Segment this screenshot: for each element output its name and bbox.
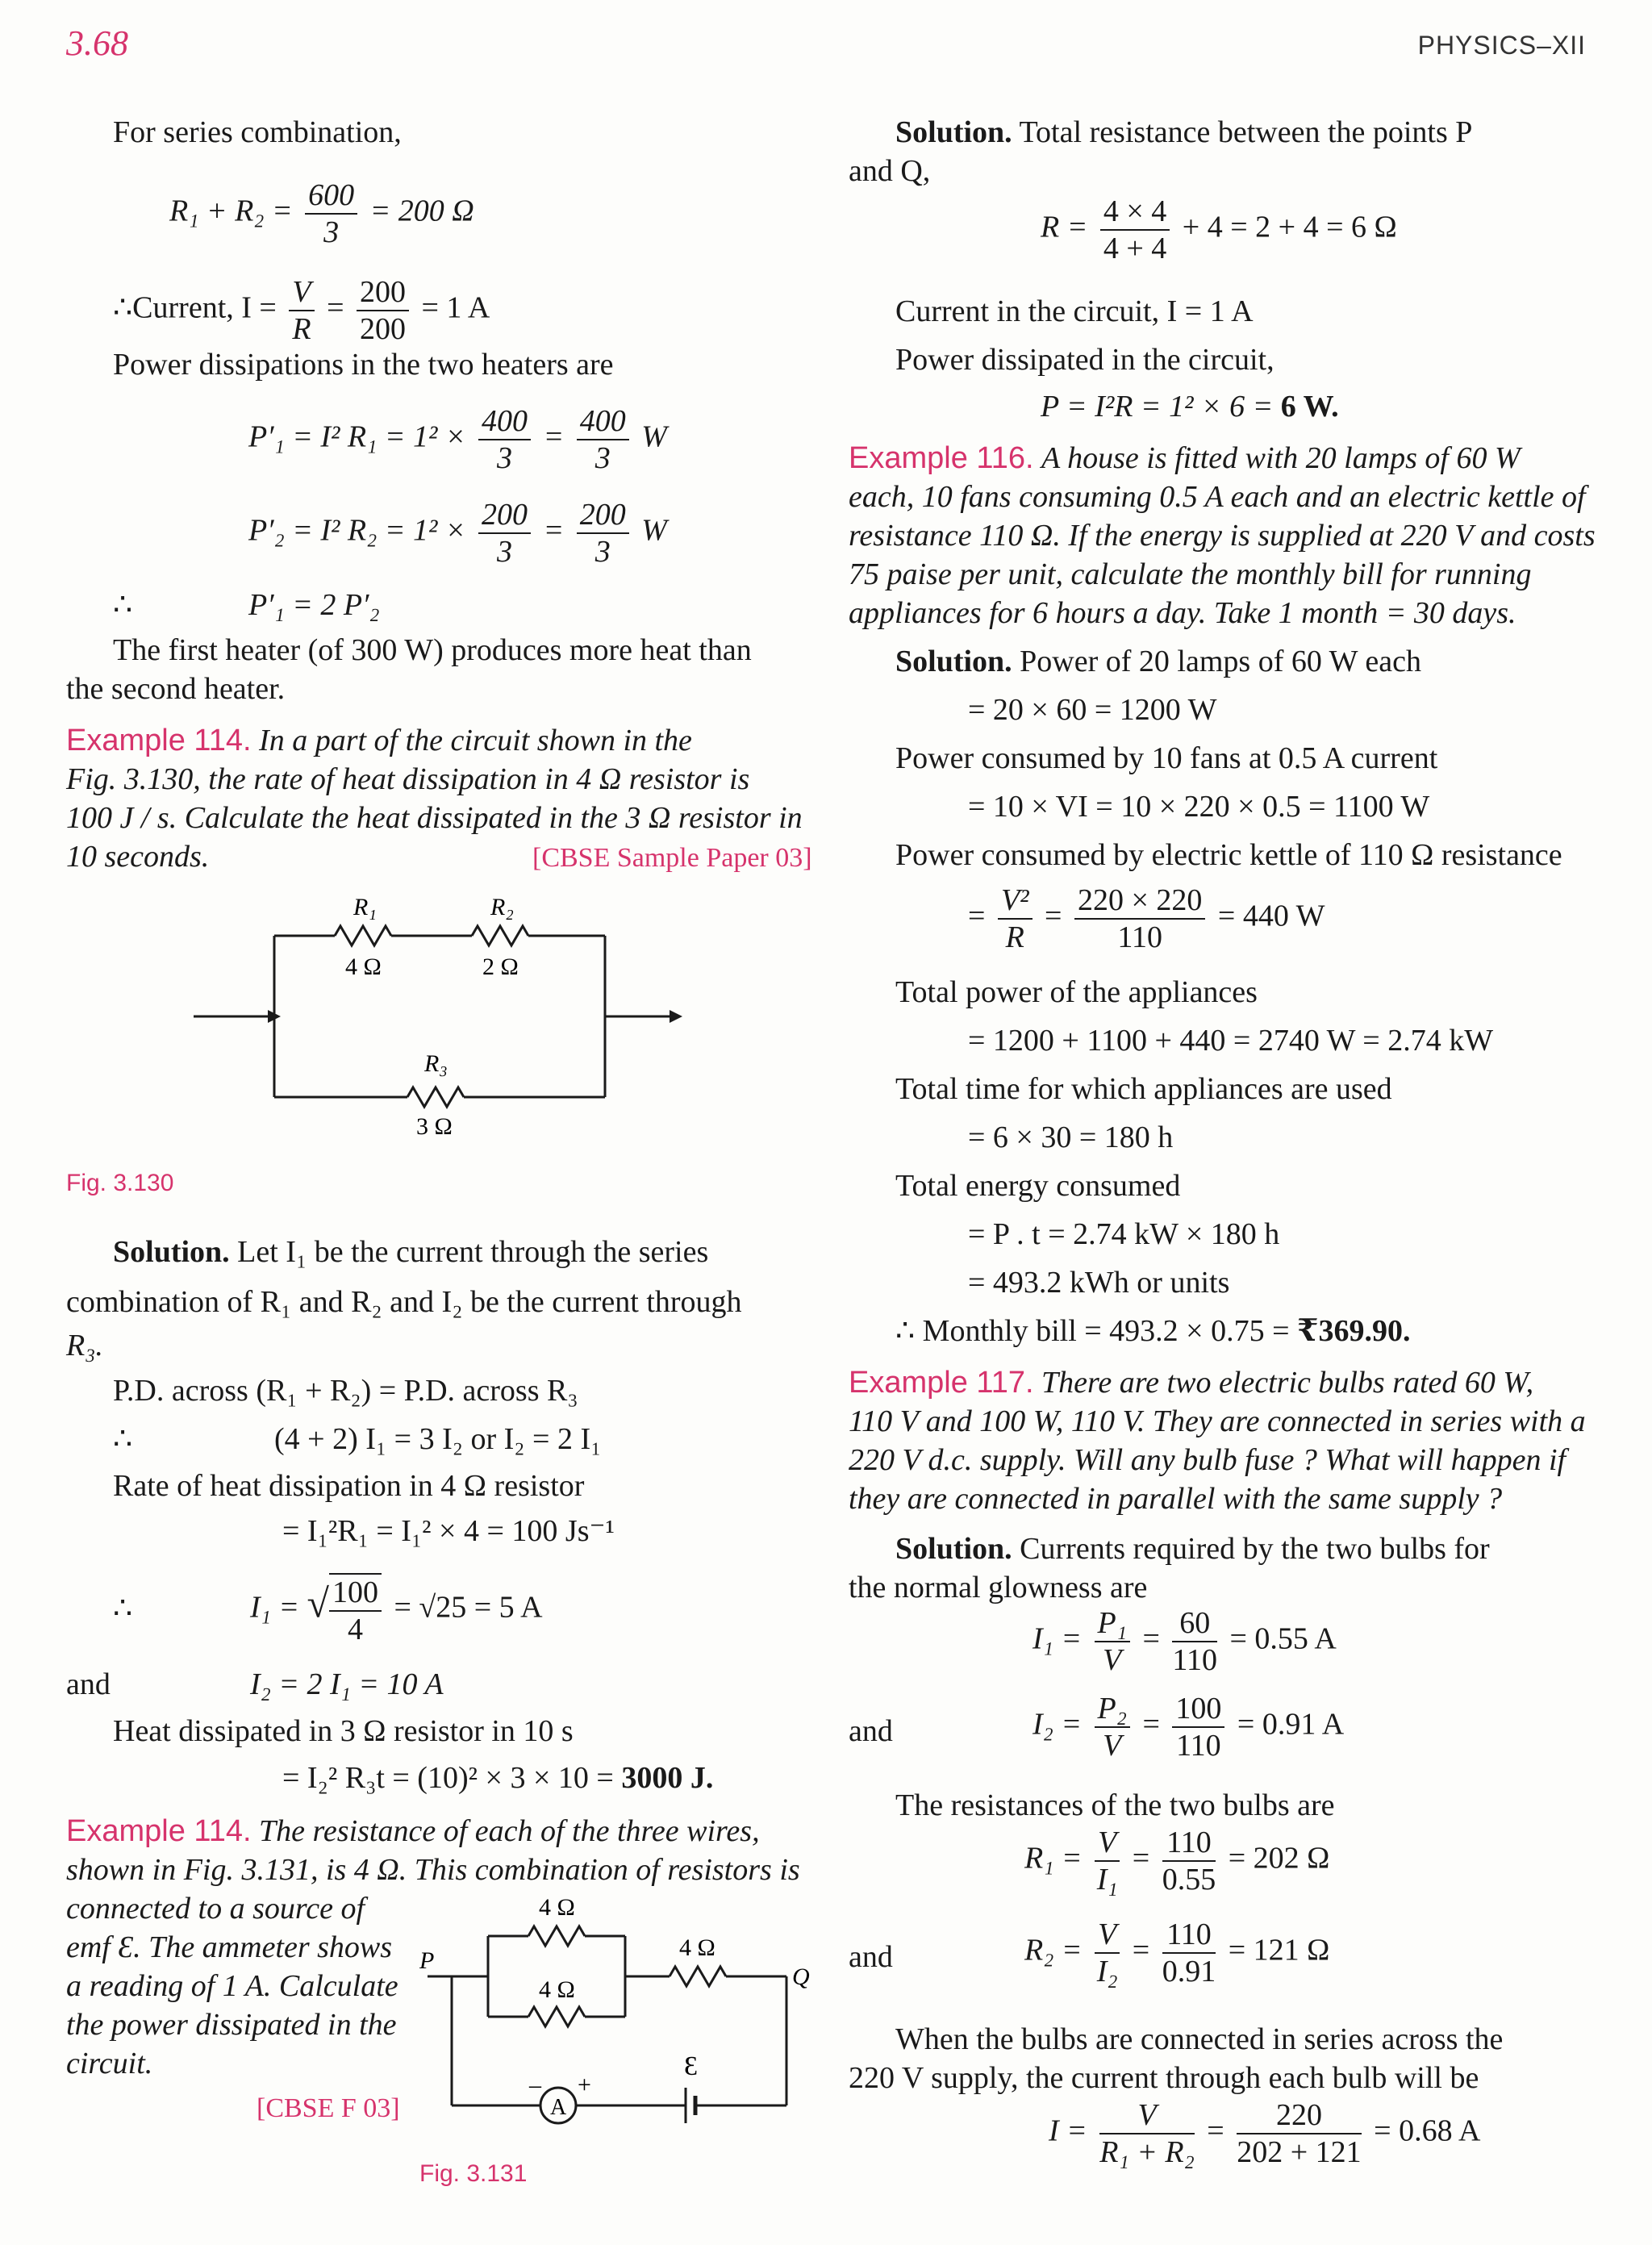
i1-rhs: = 0.55 A (1229, 1621, 1337, 1656)
r-rhs: + 4 = 2 + 4 = 6 Ω (1182, 210, 1397, 244)
i2-bulb-eq: I₂ = $\frac{\text{P₂}}{V}$ = $\frac{100}{110}$ = 0.91 A (1032, 1692, 1345, 1763)
frac-den: 110 (1172, 1643, 1217, 1677)
p1-over-v (1095, 1605, 1130, 1678)
is-lhs: I = (1049, 2114, 1087, 2148)
v-over-r (289, 274, 314, 347)
label-r-right: 4 Ω (679, 1934, 715, 1961)
i1-lhs: I₁ = (1032, 1621, 1083, 1656)
example-114b-l3: connected to a source of (66, 1892, 365, 1926)
total-power-line: Total power of the appliances (895, 975, 1258, 1009)
frac-den: 110 (1176, 1729, 1221, 1763)
example-text: In a part of the circuit shown in the (259, 724, 692, 757)
r1-bulb-eq: R₁ = $\frac{V}{\text{I₁}}$ = $\frac{110}{0.55}$ = 202 Ω (1024, 1826, 1330, 1897)
i2-rhs: = 0.91 A (1237, 1707, 1345, 1742)
frac-den: 0.91 (1162, 1955, 1216, 1988)
frac-num: 60 (1172, 1605, 1217, 1642)
rate-equation: = I₁²R₁ = I₁² × 4 = 100 Js⁻¹ (282, 1514, 615, 1548)
total-time-line: Total time for which appliances are used (895, 1072, 1392, 1106)
ammeter-minus: – (529, 2072, 541, 2098)
power-eq-body: P = I²R = 1² × 6 = (1041, 390, 1274, 424)
conclusion-line-1: The first heater (of 300 W) produces more heat than (113, 633, 752, 667)
i2-lhs: I₂ = (1032, 1707, 1083, 1742)
i1-rhs: = √25 = 5 A (394, 1590, 543, 1625)
heat-equation (282, 1759, 713, 1797)
frac-num: 200 (357, 274, 409, 311)
frac-den: 4 (347, 1613, 363, 1646)
i2-equation: I₂ = 2 I₁ = 10 A (250, 1667, 444, 1701)
example-114b-l2: shown in Fig. 3.131, is 4 Ω. This combination of resistors is (66, 1853, 800, 1887)
series-intro: For series combination, (113, 115, 402, 149)
current-lhs: ∴Current, I = (113, 290, 277, 325)
conclusion-line-2: the second heater. (66, 672, 286, 706)
heat-answer: 3000 J. (621, 1761, 714, 1795)
solution-label: Solution. (895, 645, 1012, 678)
figure-3-131-caption: Fig. 3.131 (419, 2160, 528, 2187)
frac-num: 200 (478, 497, 531, 534)
total-time-eq: = 6 × 30 = 180 h (968, 1120, 1174, 1154)
example-label: Example 117. (849, 1366, 1034, 1400)
v-over-rsum (1099, 2097, 1195, 2170)
r1-frac (1162, 1825, 1216, 1897)
fans-line: Power consumed by 10 fans at 0.5 A current (895, 741, 1438, 775)
example-116-l5: appliances for 6 hours a day. Take 1 month = 30 days. (849, 596, 1516, 630)
eq-r1r2-lhs: R₁ + R₂ = (169, 194, 293, 228)
frac-den: 200 (360, 312, 406, 346)
ammeter-plus: + (578, 2072, 591, 2098)
power-equation (1041, 387, 1339, 426)
i1-lhs: I₁ = (250, 1590, 300, 1625)
r-solution3-l2: the normal glowness are (849, 1571, 1148, 1604)
frac-den: 3 (594, 535, 611, 569)
label-r-mid: 4 Ω (539, 1976, 575, 2003)
fans-eq: = 10 × VI = 10 × 220 × 0.5 = 1100 W (968, 790, 1430, 824)
example-114b-l5: a reading of 1 A. Calculate (66, 1969, 398, 2003)
and-word: and (849, 1940, 893, 1974)
frac-num: 4 × 4 (1100, 194, 1170, 231)
energy-eq-1: = P . t = 2.74 kW × 180 h (968, 1217, 1280, 1251)
i2-frac (1172, 1691, 1224, 1763)
ammeter-label: A (550, 2095, 567, 2120)
p-relation: P′₁ = 2 P′₂ (248, 588, 380, 622)
resistor-r3-icon (407, 1087, 464, 1107)
i1-bulb-eq: I₁ = $\frac{\text{P₁}}{V}$ = $\frac{60}{110}$ = 0.55 A (1032, 1606, 1337, 1677)
frac-num: P₂ (1095, 1691, 1130, 1728)
p2-over-v (1095, 1691, 1130, 1763)
r-frac (1100, 194, 1170, 266)
eq-r1r2-frac (305, 177, 357, 250)
solution-text: Total resistance between the points P (1019, 115, 1473, 149)
current-rhs: = 1 A (421, 290, 490, 325)
power-answer: 6 W. (1280, 390, 1339, 424)
example-114-l2: Fig. 3.130, the rate of heat dissipation in 4 Ω resistor is (66, 762, 750, 796)
p2-frac-a (478, 497, 531, 570)
series-line-1: When the bulbs are connected in series across the (895, 2022, 1504, 2056)
example-116-l3: resistance 110 Ω. If the energy is supplied at 220 V and costs (849, 519, 1596, 553)
figure-3-130-caption: Fig. 3.130 (66, 1170, 174, 1196)
example-114-source: [CBSE Sample Paper 03] (532, 843, 812, 873)
frac-num: V² (998, 883, 1032, 920)
example-label: Example 116. (849, 441, 1034, 475)
v2-over-r (998, 883, 1032, 955)
r-lhs: R = (1041, 210, 1088, 244)
bill-line (895, 1312, 1411, 1350)
power-intro: Power dissipations in the two heaters are (113, 348, 614, 382)
frac-den: 110 (1117, 920, 1162, 954)
r2-rhs: = 121 Ω (1228, 1933, 1330, 1968)
r2-lhs: R₂ = (1024, 1933, 1083, 1968)
example-114b-l1 (66, 1812, 760, 1851)
frac-num: 100 (329, 1575, 382, 1612)
sqrt-frac (329, 1573, 382, 1647)
sqrt-sign: √ (307, 1580, 329, 1626)
label-r3-value: 3 Ω (416, 1113, 453, 1140)
solution-l3: R₃. (66, 1329, 103, 1362)
frac-den: 3 (594, 441, 611, 475)
frac-num: 110 (1162, 1917, 1216, 1954)
label-r-top: 4 Ω (539, 1894, 575, 1921)
kettle-rhs: = 440 W (1217, 899, 1325, 933)
example-text: There are two electric bulbs rated 60 W, (1041, 1366, 1534, 1400)
frac-den: 3 (323, 215, 340, 249)
example-114-l4: 10 seconds. (66, 840, 210, 874)
resistor-top-icon (528, 1926, 585, 1946)
series-current-eq: I = $\frac{V}{\text{R₁ + R₂}}$ = $\frac{220}{202 + 121}$ = 0.68 A (1049, 2098, 1481, 2169)
r-solution3-l1 (895, 1529, 1490, 1568)
current-line: Current in the circuit, I = 1 A (895, 294, 1254, 328)
p1-frac-b (577, 403, 629, 476)
i1-equation (250, 1573, 543, 1647)
bill-body: ∴ Monthly bill = 493.2 × 0.75 = (895, 1314, 1290, 1348)
series-line-2: 220 V supply, the current through each bulb will be (849, 2061, 1479, 2095)
label-r1-value: 4 Ω (345, 953, 382, 980)
output-arrow-icon (670, 1010, 682, 1023)
r-solution-l1 (895, 113, 1472, 152)
eq-r1r2 (169, 177, 474, 250)
label-r2: R₂ (490, 894, 514, 920)
example-114-l3: 100 J / s. Calculate the heat dissipated in the 3 Ω resistor in (66, 801, 803, 835)
frac-den: I₂ (1096, 1955, 1118, 1988)
frac-den: 0.55 (1162, 1863, 1216, 1897)
example-114b-l6: the power dissipated in the (66, 2008, 397, 2042)
solution-text: Currents required by the two bulbs for (1020, 1532, 1490, 1566)
lamps-eq: = 20 × 60 = 1200 W (968, 693, 1217, 727)
resistor-right-icon (670, 1967, 726, 1986)
example-116-l2: each, 10 fans consuming 0.5 A each and an electric kettle of (849, 480, 1586, 514)
heat-intro: Heat dissipated in 3 Ω resistor in 10 s (113, 1714, 574, 1748)
p1-eq: P′₁ = I² R₁ = 1² × $\frac{400}{3}$ = $\frac{400}{3}$ W (248, 404, 667, 475)
p1-frac-a (478, 403, 531, 476)
r-resistance-eq (1041, 194, 1397, 266)
is-rhs: = 0.68 A (1374, 2114, 1481, 2148)
solution-l2: combination of R₁ and R₂ and I₂ be the current through (66, 1285, 742, 1319)
frac-num: 220 (1237, 2097, 1361, 2134)
resistor-r1-icon (335, 926, 391, 945)
r-solution-l2: and Q, (849, 154, 931, 188)
frac-num: 110 (1162, 1825, 1216, 1862)
frac-den: 3 (497, 441, 513, 475)
frac-num: V (1095, 1825, 1120, 1862)
solution-label: Solution. (113, 1235, 230, 1269)
total-power-eq: = 1200 + 1100 + 440 = 2740 W = 2.74 kW (968, 1024, 1494, 1058)
solution-l1 (113, 1233, 708, 1271)
kettle-line: Power consumed by electric kettle of 110 Ω resistance (895, 838, 1562, 872)
frac-num: 220 × 220 (1074, 883, 1205, 920)
therefore-sign: ∴ (113, 588, 133, 622)
pd-line: P.D. across (R₁ + R₂) = P.D. across R₃ (113, 1374, 578, 1408)
p1-rhs: W (641, 419, 667, 454)
example-114b-l7: circuit. (66, 2047, 153, 2080)
book-title: PHYSICS–XII (1417, 31, 1586, 60)
and-word: and (66, 1667, 111, 1701)
p2-eq: P′₂ = I² R₂ = 1² × $\frac{200}{3}$ = $\frac{200}{3}$ W (248, 498, 667, 569)
frac-den: R (292, 312, 311, 346)
kettle-eq-pre: = (968, 899, 986, 933)
frac-num: 200 (577, 497, 629, 534)
frac-num: P₁ (1095, 1605, 1130, 1642)
frac-den: V (1103, 1729, 1122, 1763)
solution-text: Power of 20 lamps of 60 W each (1020, 645, 1421, 678)
frac-den: V (1103, 1643, 1122, 1677)
bill-answer: ₹369.90. (1297, 1314, 1411, 1348)
pd-equation: (4 + 2) I₁ = 3 I₂ or I₂ = 2 I₁ (274, 1422, 602, 1456)
r1-lhs: R₁ = (1024, 1841, 1083, 1876)
example-label: Example 114. (66, 1814, 252, 1848)
p2-frac-b (577, 497, 629, 570)
example-116-l1 (849, 439, 1521, 478)
example-117-l2: 110 V and 100 W, 110 V. They are connected in series with a (849, 1404, 1586, 1438)
example-label: Example 114. (66, 724, 252, 757)
frac-num: V (1095, 1917, 1120, 1954)
frac-den: 4 + 4 (1103, 232, 1167, 265)
example-114-l1 (66, 721, 692, 760)
kettle-eq: = $\frac{\text{V²}}{R}$ = $\frac{220 \times 220}{110}$ = 440 W (968, 883, 1325, 954)
r-solution2-l1 (895, 642, 1421, 681)
example-117-l4: they are connected in parallel with the same supply ? (849, 1482, 1503, 1516)
label-p: P (419, 1947, 435, 1974)
kettle-frac (1074, 883, 1205, 955)
frac-num: 400 (577, 403, 629, 440)
label-r3: R₃ (424, 1050, 448, 1077)
therefore-sign: ∴ (113, 1592, 133, 1625)
page-number: 3.68 (66, 23, 128, 63)
resistance-line: The resistances of the two bulbs are (895, 1788, 1335, 1822)
r1-rhs: = 202 Ω (1228, 1841, 1330, 1876)
current-eq: ∴Current, I = $\frac{V}{R}$ = $\frac{200}{200}$ = 1 A (113, 275, 490, 346)
example-117-l3: 220 V d.c. supply. Will any bulb fuse ? What will happen if (849, 1443, 1566, 1477)
v-over-i2 (1095, 1917, 1120, 1989)
r2-frac (1162, 1917, 1216, 1989)
heat-eq-body: = I₂² R₃t = (10)² × 3 × 10 = (282, 1761, 614, 1795)
resistor-mid-icon (528, 2007, 585, 2026)
figure-3-131-circuit (419, 1888, 810, 2122)
frac-den: 202 + 121 (1237, 2135, 1362, 2169)
label-r2-value: 2 Ω (482, 953, 519, 980)
resistor-r2-icon (472, 926, 528, 945)
energy-line: Total energy consumed (895, 1169, 1181, 1203)
example-114b-source: [CBSE F 03] (257, 2093, 400, 2123)
p2-lhs: P′₂ = I² R₂ = 1² × (248, 513, 466, 548)
frac-num: 400 (478, 403, 531, 440)
current-frac (357, 274, 409, 347)
frac-den: R₁ + R₂ (1099, 2135, 1195, 2169)
frac-num: 100 (1172, 1691, 1224, 1728)
rate-intro: Rate of heat dissipation in 4 Ω resistor (113, 1469, 585, 1503)
example-114b-l4: emf Ɛ. The ammeter shows (66, 1930, 393, 1964)
eq-r1r2-rhs: = 200 Ω (369, 194, 474, 228)
solution-label: Solution. (895, 1532, 1012, 1566)
p1-lhs: P′₁ = I² R₁ = 1² × (248, 419, 466, 454)
label-r1: R₁ (353, 894, 377, 920)
i1-frac (1172, 1605, 1217, 1678)
frac-num: 600 (305, 177, 357, 215)
figure-3-130-circuit (194, 887, 694, 1154)
solution-label: Solution. (895, 115, 1012, 149)
solution-text: Let I₁ be the current through the series (237, 1235, 709, 1269)
example-117-l1 (849, 1363, 1533, 1402)
frac-num: V (1099, 2097, 1195, 2134)
frac-den: 3 (497, 535, 513, 569)
frac-den: R (1005, 920, 1024, 954)
power-line: Power dissipated in the circuit, (895, 343, 1274, 377)
frac-den: I₁ (1096, 1863, 1118, 1897)
and-word: and (849, 1714, 893, 1748)
label-q: Q (792, 1963, 810, 1990)
is-frac (1237, 2097, 1361, 2170)
v-over-i1 (1095, 1825, 1120, 1897)
example-text: A house is fitted with 20 lamps of 60 W (1041, 441, 1521, 475)
example-text: The resistance of each of the three wires, (259, 1814, 760, 1848)
therefore-sign: ∴ (113, 1422, 133, 1456)
energy-eq-2: = 493.2 kWh or units (968, 1266, 1230, 1300)
label-emf: Ɛ (684, 2051, 699, 2081)
r2-bulb-eq: R₂ = $\frac{V}{\text{I₂}}$ = $\frac{110}{0.91}$ = 121 Ω (1024, 1917, 1330, 1988)
example-116-l4: 75 paise per unit, calculate the monthly bill for running (849, 557, 1532, 591)
frac-num: V (289, 274, 314, 311)
p2-rhs: W (641, 513, 667, 548)
